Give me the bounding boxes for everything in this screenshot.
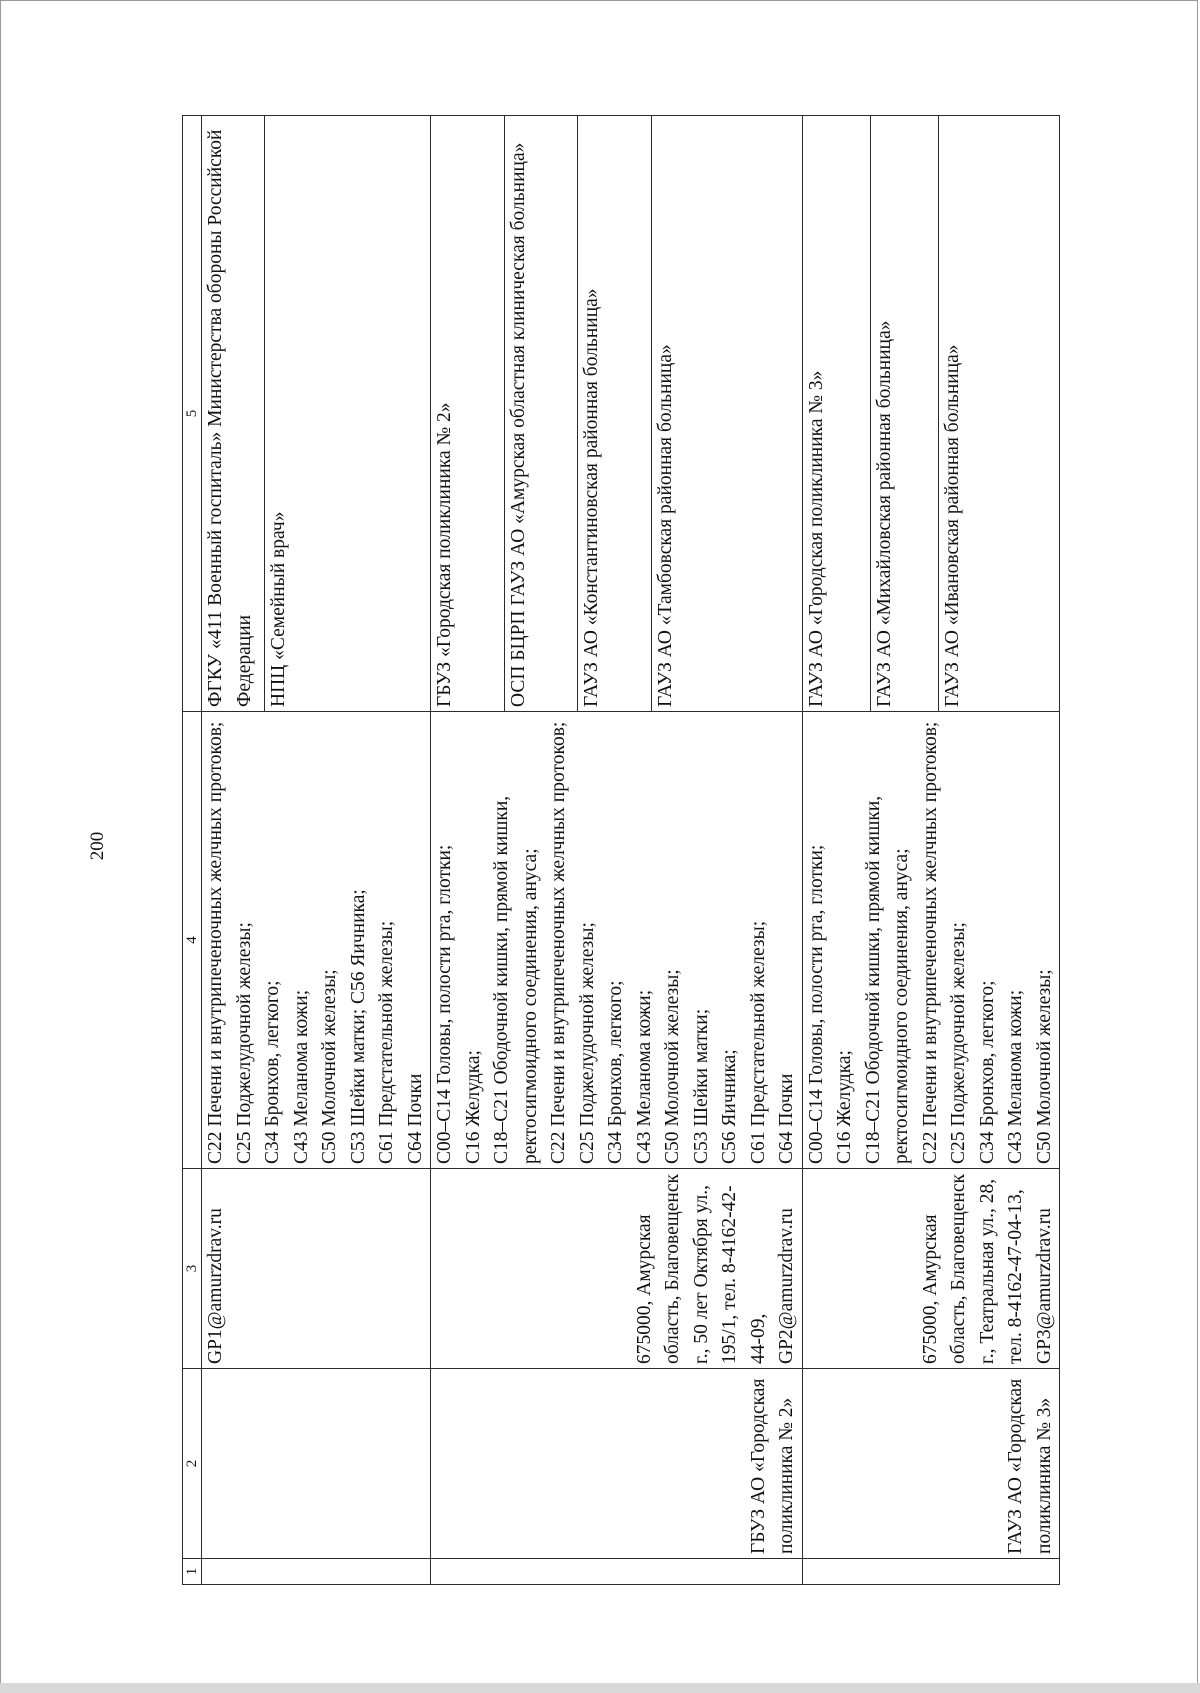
diagnosis-item: C34 Бронхов, легкого; [262, 980, 283, 1164]
diagnosis-item: C50 Молочной железы; [319, 969, 340, 1164]
diagnosis-item: C43 Меланома кожи; [633, 989, 655, 1164]
diagnosis-item: C43 Меланома кожи; [290, 989, 312, 1164]
address-cell: 675000, Амурская область, Благовещенск г., Театральная ул., 28, тел. 8-4162-47-04-13, GP3@amurzdrav.ru [802, 1169, 1060, 1369]
row-number-cell [802, 1559, 1060, 1585]
diagnosis-item: C22 Печени и внутрипеченочных желчных протоков; [919, 721, 941, 1164]
diagnosis-item: C22 Печени и внутрипеченочных желчных протоков; [205, 721, 226, 1164]
diagnosis-item: C25 Поджелудочной железы; [948, 922, 969, 1164]
diagnoses-cell [202, 712, 431, 1169]
column-number-1: 1 [183, 1559, 202, 1585]
organization-name-cell: ГАУЗ АО «Городская поликлиника № 3» [802, 1369, 1060, 1559]
diagnosis-item: C16 Желудка; [462, 1050, 484, 1164]
diagnoses-cell [802, 712, 1060, 1169]
row-number-cell [431, 1559, 803, 1585]
diagnosis-item: C61 Предстательной железы; [747, 920, 769, 1164]
medical-organizations-table [182, 115, 1060, 1585]
attached-organization-cell: ФГКУ «411 Военный госпиталь» Министерства обороны Российской Федерации [202, 116, 265, 712]
diagnosis-item: C18–C21 Ободочной кишки, прямой кишки, ректосигмоидного соединения, ануса; [491, 795, 541, 1164]
attached-organization-cell: НПЦ «Семейный врач» [265, 116, 431, 712]
diagnosis-item: C53 Шейки матки; C56 Яичника; [347, 889, 369, 1164]
diagnosis-item: C43 Меланома кожи; [1005, 989, 1026, 1164]
diagnosis-item: C18–C21 Ободочной кишки, прямой кишки, ректосигмоидного соединения, ануса; [862, 795, 912, 1164]
rotated-table-container [182, 115, 1132, 1585]
row-number-cell [202, 1559, 431, 1585]
address-cell: 675000, Амурская область, Благовещенск г., 50 лет Октября ул., 195/1, тел. 8-4162-42-44-09, GP2@amurzdrav.ru [431, 1169, 803, 1369]
diagnosis-item: C16 Желудка; [834, 1050, 855, 1164]
attached-organization-cell: ГАУЗ АО «Ивановская районная больница» [939, 116, 1060, 712]
diagnosis-item: C25 Поджелудочной железы; [576, 922, 598, 1164]
attached-organization-cell: ГАУЗ АО «Михайловская районная больница» [870, 116, 938, 712]
page-bottom-edge [0, 1683, 1200, 1693]
table-row [202, 116, 265, 1585]
diagnosis-item: C53 Шейки матки; [690, 1008, 712, 1164]
diagnosis-item: C64 Почки [776, 1073, 797, 1164]
column-number-2: 2 [183, 1369, 202, 1559]
attached-organization-cell: ГАУЗ АО «Городская поликлиника № 3» [802, 116, 870, 712]
column-number-row [183, 116, 202, 1585]
diagnosis-item: C50 Молочной железы; [662, 969, 683, 1164]
diagnosis-item: C64 Почки [404, 1073, 426, 1164]
diagnosis-item: C00–C14 Головы, полости рта, глотки; [434, 844, 455, 1164]
diagnosis-item: C22 Печени и внутрипеченочных желчных протоков; [548, 721, 569, 1164]
diagnosis-item: C61 Предстательной железы; [376, 920, 397, 1164]
diagnosis-item: C00–C14 Головы, полости рта, глотки; [805, 844, 827, 1164]
diagnosis-item: C34 Бронхов, легкого; [605, 980, 626, 1164]
diagnosis-item: C25 Поджелудочной железы; [233, 922, 255, 1164]
diagnosis-item: C56 Яичника; [719, 1049, 740, 1164]
diagnosis-item: C34 Бронхов, легкого; [976, 980, 998, 1164]
column-number-5: 5 [183, 116, 202, 712]
diagnoses-cell [431, 712, 803, 1169]
organization-name-cell [202, 1369, 431, 1559]
organization-name-cell: ГБУЗ АО «Городская поликлиника № 2» [431, 1369, 803, 1559]
column-number-3: 3 [183, 1169, 202, 1369]
address-cell: GP1@amurzdrav.ru [202, 1169, 431, 1369]
attached-organization-cell: ГБУЗ «Городская поликлиника № 2» [431, 116, 505, 712]
diagnosis-item: C50 Молочной железы; [1033, 969, 1055, 1164]
attached-organization-cell: ГАУЗ АО «Тамбовская районная больница» [651, 116, 802, 712]
page-number: 200 [87, 831, 108, 861]
attached-organization-cell: ОСП БЦРП ГАУЗ АО «Амурская областная клиническая больница» [504, 116, 578, 712]
attached-organization-cell: ГАУЗ АО «Константиновская районная больница» [578, 116, 652, 712]
table-row [802, 116, 870, 1585]
table-row [431, 116, 505, 1585]
column-number-4: 4 [183, 712, 202, 1169]
